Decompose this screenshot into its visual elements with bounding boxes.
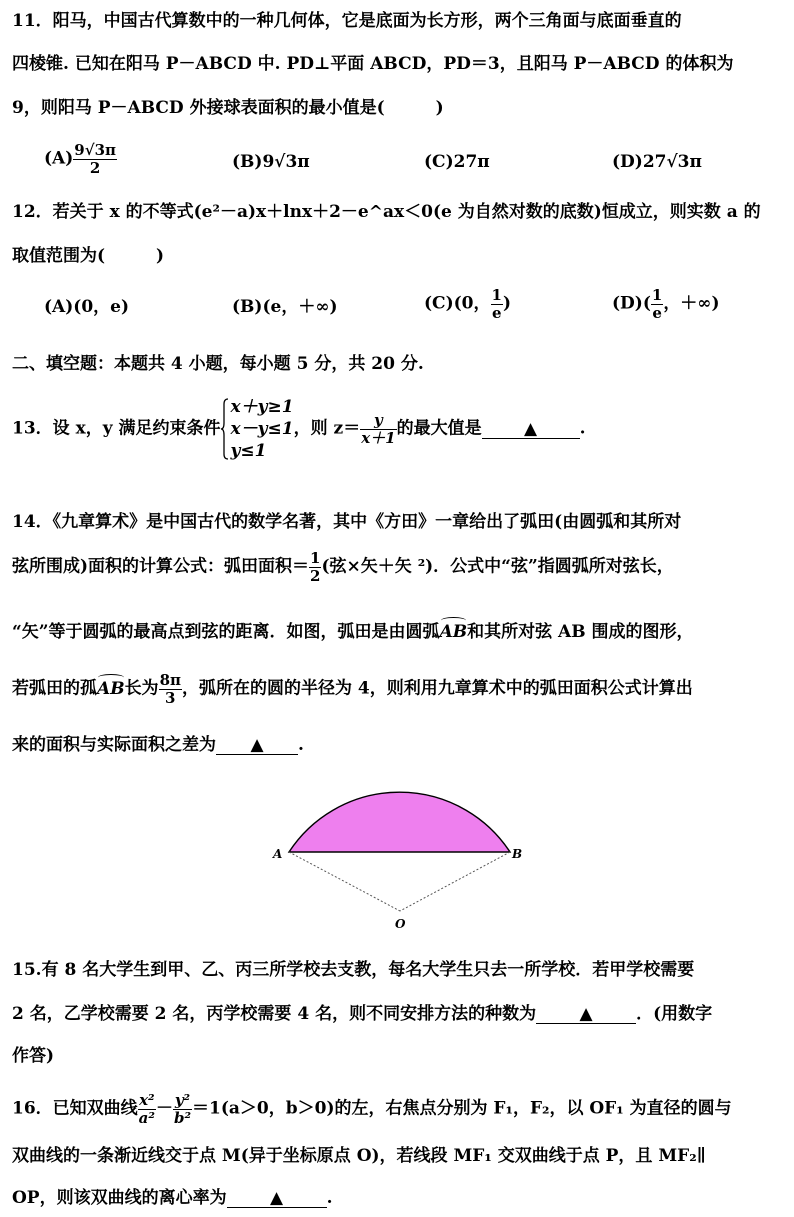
q16-line1: 16．已知双曲线 $\frac{\text{x²}}{\text{a²}}$ － $\frac{\text{y²}}{\text{b²}}$ ＝1(a＞0，b＞0)的左，右焦点分别为 F₁，F₂，以 OF₁ 为直径的圆与 — [12, 1091, 732, 1127]
q14-line3: “矢”等于圆弧的最高点到弦的距离．如图，弧田是由圆弧AB和其所对弦 AB 围成的图形， — [12, 622, 694, 642]
q11-line3: 9，则阳马 P－ABCD 外接球表面积的最小值是( ) — [12, 98, 444, 118]
q15-line3: 作答) — [12, 1046, 55, 1066]
q11-option-c: (C)27π — [424, 152, 490, 172]
radius-oa — [289, 852, 400, 911]
q14-answer-blank[interactable]: ▲ — [216, 736, 298, 755]
q14-line1: 14．《九章算术》是中国古代的数学名著，其中《方田》一章给出了弧田(由圆弧和其所对 — [12, 512, 682, 532]
q13-line: 13．设 x，y 满足约束条件 x＋y≥1 x－y≤1 y≤1 ，则 z＝ $\frac{y}{x+1}$ 的最大值是 ▲ . — [12, 397, 586, 461]
q11-option-d: (D)27√3π — [612, 152, 702, 172]
point-o-label: O — [395, 917, 406, 931]
q11-line2: 四棱锥. 已知在阳马 P－ABCD 中. PD⊥平面 ABCD，PD＝3，且阳马 P－ABCD 的体积为 — [12, 54, 734, 74]
q13-fraction: $\frac{y}{x+1}$ — [361, 411, 396, 447]
q11-line1: 11．阳马，中国古代算数中的一种几何体，它是底面为长方形，两个三角面与底面垂直的 — [12, 11, 682, 31]
radius-ob — [400, 852, 510, 911]
q13-number: 13． — [12, 418, 53, 439]
q11-option-b: (B)9√3π — [232, 152, 310, 172]
q14-line4: 若弧田的孤AB长为 $\frac{8\pi}{3}$ ，弧所在的圆的半径为 4，则利用九章算术中的弧田面积公式计算出 — [12, 671, 693, 707]
arc-segment — [289, 792, 510, 852]
q14-number: 14． — [12, 512, 53, 532]
q16-answer-blank[interactable]: ▲ — [227, 1189, 327, 1208]
q15-line2: 2 名，乙学校需要 2 名，丙学校需要 4 名，则不同安排方法的种数为 ▲ ．(用数字 — [12, 1004, 713, 1024]
q16-line3: OP，则该双曲线的离心率为 ▲ . — [12, 1188, 333, 1208]
q15-answer-blank[interactable]: ▲ — [536, 1005, 636, 1024]
q11-option-a-fraction: $\frac{9√3\pi}{2}$ — [74, 141, 116, 177]
q12-number: 12． — [12, 202, 53, 222]
arc-ab-label: AB — [439, 622, 468, 642]
point-a-label: A — [273, 847, 283, 861]
q15-line1: 15.有 8 名大学生到甲、乙、丙三所学校去支教，每名大学生只去一所学校．若甲学校需要 — [12, 960, 695, 980]
q12-line2: 取值范围为( ) — [12, 246, 165, 266]
q16-line2: 双曲线的一条渐近线交于点 M(异于坐标原点 O)，若线段 MF₁ 交双曲线于点 P，且 MF₂∥ — [12, 1146, 706, 1166]
q12-option-b: (B)(e，＋∞) — [232, 297, 338, 317]
q13-answer-blank[interactable]: ▲ — [482, 420, 580, 439]
q15-number: 15. — [12, 960, 42, 980]
q11-number: 11． — [12, 11, 53, 31]
q13-constraint-system: x＋y≥1 x－y≤1 y≤1 — [221, 396, 294, 462]
q12-option-d: (D)( $\frac{1}{e}$ ，＋∞) — [612, 286, 720, 322]
q16-number: 16． — [12, 1098, 53, 1119]
point-b-label: B — [512, 847, 523, 861]
q14-line2: 弦所围成)面积的计算公式：弧田面积＝ $\frac{1}{2}$ (弦×矢＋矢 ²)．公式中“弦”指圆弧所对弦长， — [12, 549, 674, 585]
arc-field-figure — [270, 780, 530, 940]
left-brace-icon — [221, 398, 229, 460]
arc-ab-label: AB — [97, 678, 125, 699]
q12-option-a: (A)(0，e) — [44, 297, 130, 317]
q12-line1: 12．若关于 x 的不等式(e²－a)x＋lnx＋2－e^ax＜0(e 为自然对数的底数)恒成立，则实数 a 的 — [12, 202, 761, 222]
q11-option-a: (A) $\frac{9√3\pi}{2}$ — [44, 141, 116, 177]
q12-option-c: (C)(0， $\frac{1}{e}$ ) — [424, 286, 511, 322]
section-heading: 二、填空题：本题共 4 小题，每小题 5 分，共 20 分. — [12, 354, 424, 374]
q14-line5: 来的面积与实际面积之差为 ▲ . — [12, 735, 304, 755]
